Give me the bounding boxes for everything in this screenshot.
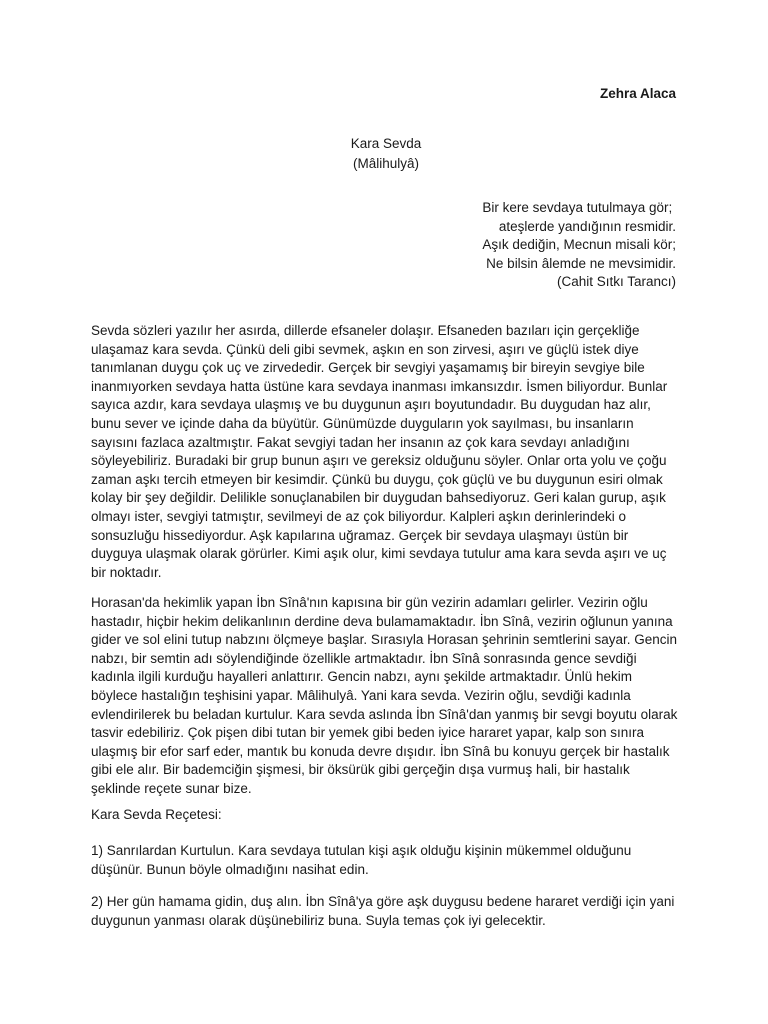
paragraph-text: Sevda sözleri yazılır her asırda, dillerde efsaneler dolaşır. Efsaneden bazıları için gerçekliğe ulaşamaz kara sevda. Çünkü deli gibi sevmek, aşkın en son zirvesi, aşırı ve güçlü istek diye tanımlanan duygu çok uç ve zirvededir. Gerçek bir sevgiyi yaşamamış bir bireyin sevgiye bile inanmıyorken sevdaya hatta üstüne kara sevdaya inanması imkansızdır. İsmen biliyordur. Bunlar sayıca azdır, kara sevdaya ulaşmış ve bu duygunun aşırı boyutundadır. Bu duygudan haz alır, bunu sever ve içinde daha da büyütür. Günümüzde duyguların yok sayılması, bu insanların sayısını fazlaca azaltmıştır. Fakat sevgiyi tadan her insanın az çok kara sevdayı anladığını söyleyebiliriz. Buradaki bir grup bunun aşırı ve gereksiz olduğunu söyler. Onlar orta yolu ve çoğu zaman aşkı tercih etmeyen bir kesimdir. Çünkü bu duygu, çok güçlü ve bu duygunun esiri olmak kolay bir şey değildir. Delilikle sonuçlanabilen bir duygudan bahsediyoruz. Geri kalan gurup, aşık olmayı ister, sevgiyi tatmıştır, sevilmeyi de az çok biliyordur. Kalpleri aşkın derinlerindeki o sonsuzluğu hissediyordur. Aşk kapılarına uğramaz. Gerçek bir sevdaya ulaşmayı üstün bir duyguya ulaşmak olarak görürler. Kimi aşık olur, kimi sevdaya tutulur ama kara sevda aşırı ve uç bir noktadır.	[91, 323, 668, 580]
epigraph-poem	[482, 199, 676, 292]
title-block	[0, 134, 768, 174]
document-subtitle: (Mâlihulyâ)	[352, 156, 420, 171]
poem-attribution: (Cahit Sıtkı Tarancı)	[556, 274, 676, 289]
document-title: Kara Sevda	[350, 136, 422, 151]
recipe-heading	[91, 806, 681, 825]
recipe-item-2	[91, 893, 681, 930]
paragraph-text: 1) Sanrılardan Kurtulun. Kara sevdaya tutulan kişi aşık olduğu kişinin mükemmel olduğunu düşünür. Bunun böyle olmadığını nasihat edin.	[91, 843, 632, 877]
paragraph-text: 2) Her gün hamama gidin, duş alın. İbn Sînâ'ya göre aşk duygusu bedene hararet verdiği için yani duygunun yanması olarak düşünebiliriz buna. Suyla temas çok iyi gelecektir.	[91, 894, 675, 928]
paragraph-text: Horasan'da hekimlik yapan İbn Sînâ'nın kapısına bir gün vezirin adamları gelirler. Vezirin oğlu hastadır, hiçbir hekim delikanlının derdine deva bulamamaktadır. İbn Sînâ, vezirin oğlunun yanına gider ve sol elini tutup nabzını ölçmeye başlar. Sırasıyla Horasan şehrinin semtlerini sayar. Gencin nabzı, bir semtin adı söylendiğinde özellikle artmaktadır. İbn Sînâ sonrasında gence sevdiği kadınla ilgili kurduğu hayalleri anlattırır. Gencin nabzı, aynı şekilde artmaktadır. Ünlü hekim böylece hastalığın teşhisini yapar. Mâlihulyâ. Yani kara sevda. Vezirin oğlu, sevdiği kadınla evlendirilerek bu beladan kurtulur. Kara sevda aslında İbn Sînâ'dan yanmış bir sevgi boyutu olarak tasvir edebiliriz. Çok pişen dibi tutan bir yemek gibi beden iyice hararet yapar, kalp son sınıra ulaşmış bir efor sarf eder, mantık bu konuda devre dışıdır. İbn Sînâ bu konuyu gerçek bir hastalık gibi ele alır. Bir bademciğin şişmesi, bir öksürük gibi gerçeğin dışa vurmuş hali, bir hastalık şeklinde reçete sunar bize.	[91, 595, 678, 796]
author-name: Zehra Alaca	[599, 86, 676, 101]
paragraph-ibn-sina-story	[91, 594, 681, 799]
poem-line: ateşlerde yandığının resmidir.	[498, 218, 676, 234]
paragraph-intro	[91, 322, 681, 582]
poem-line: Bir kere sevdaya tutulmaya gör;	[482, 200, 673, 215]
poem-line: Ne bilsin âlemde ne mevsimidir.	[486, 255, 676, 271]
paragraph-text: Kara Sevda Reçetesi:	[91, 807, 222, 822]
recipe-item-1	[91, 842, 681, 879]
poem-line: Aşık dediğin, Mecnun misali kör;	[482, 237, 676, 252]
